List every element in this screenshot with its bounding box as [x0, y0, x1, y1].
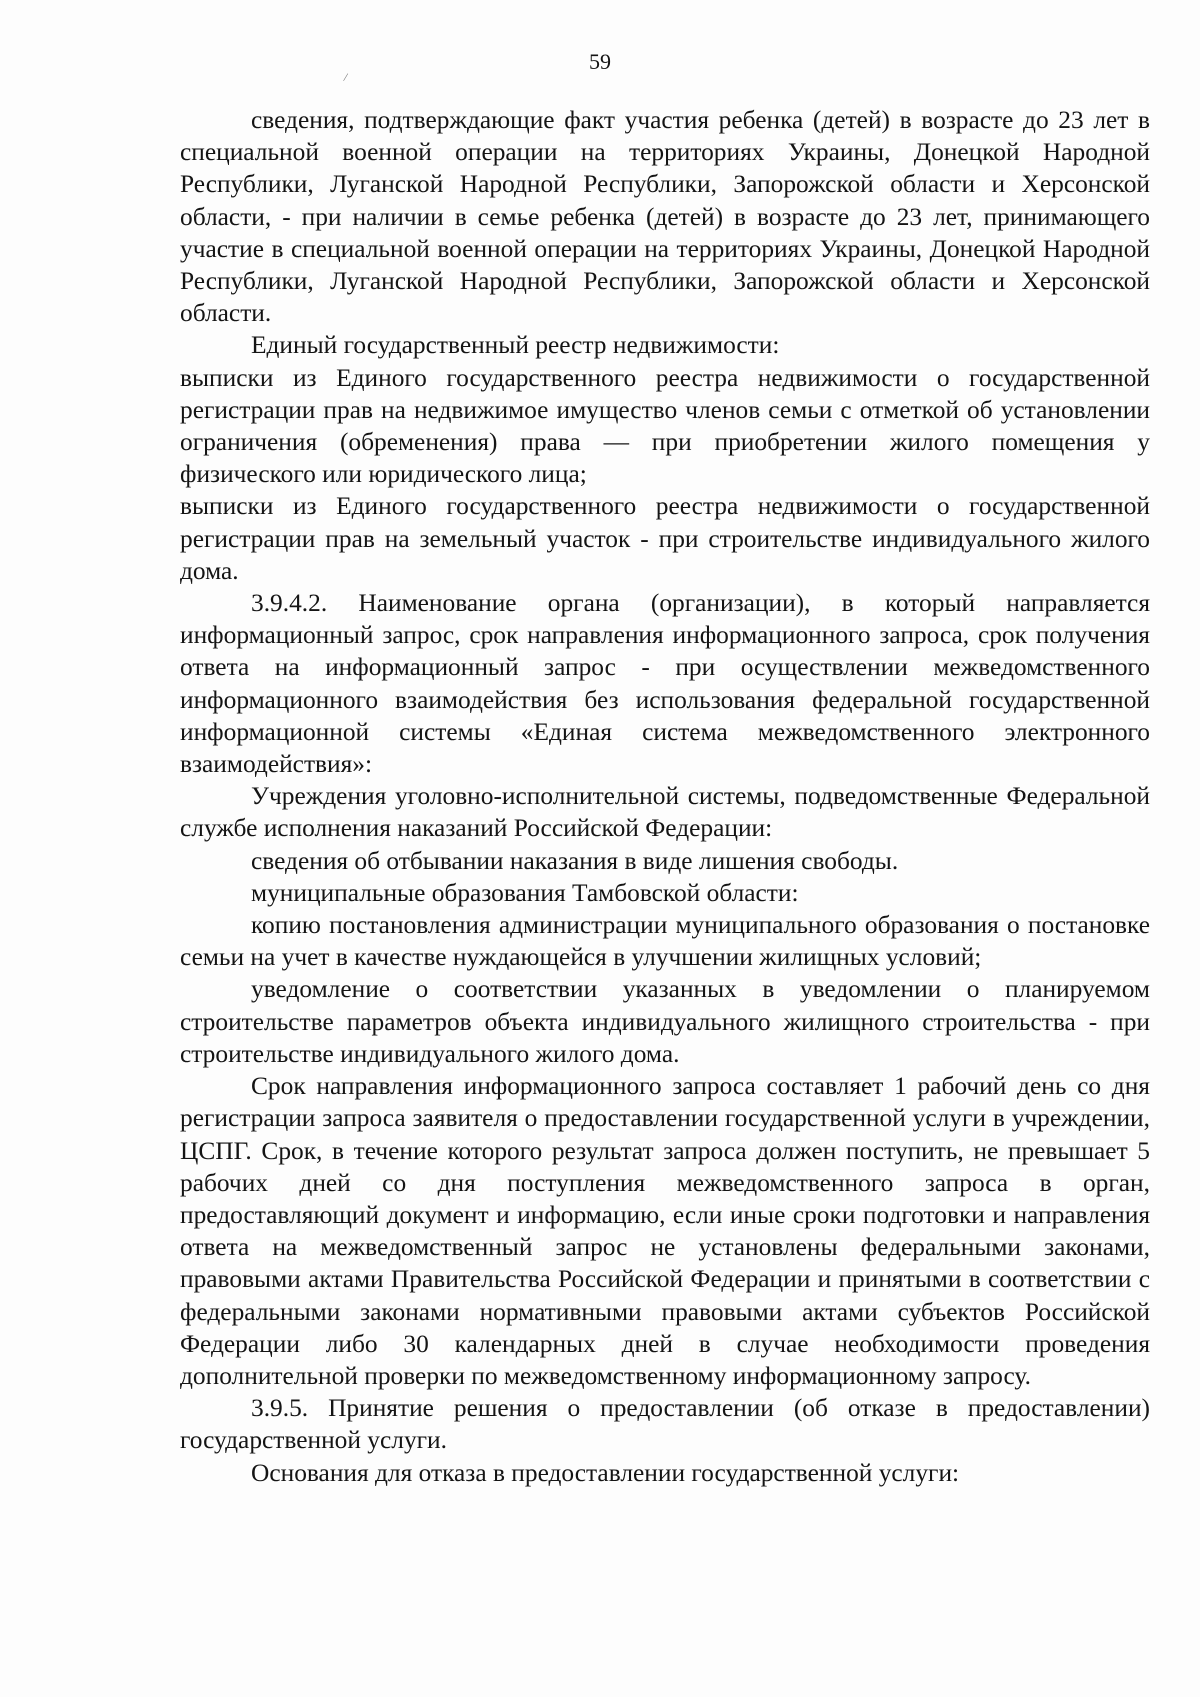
paragraph-section-3-9-4-2: 3.9.4.2. Наименование органа (организации), в который направляется информационный запрос, срок направления информационного запроса, срок получения ответа на информационный запрос - при осуществлении межведомственного информационного взаимодействия без использования федеральной государственной информационной системы «Единая система межведомственного электронного взаимодействия»: — [180, 589, 1150, 779]
document-body — [180, 104, 1150, 1489]
paragraph-imprisonment-info: сведения об отбывании наказания в виде лишения свободы. — [251, 846, 899, 875]
scan-mark: / — [342, 69, 349, 85]
paragraph-section-3-9-5: 3.9.5. Принятие решения о предоставлении (об отказе в предоставлении) государственной услуги. — [180, 1394, 1150, 1455]
paragraph-penitentiary-institutions: Учреждения уголовно-исполнительной системы, подведомственные Федеральной службе исполнения наказаний Российской Федерации: — [180, 782, 1150, 843]
paragraph-request-deadlines: Срок направления информационного запроса составляет 1 рабочий день со дня регистрации запроса заявителя о предоставлении государственной услуги в учреждении, ЦСПГ. Срок, в течение которого результат запроса должен поступить, не превышает 5 рабочих дней со дня поступления межведомственного запроса в орган, предоставляющий документ и информацию, если иные сроки подготовки и направления ответа на межведомственный запрос не установлены федеральными законами, правовыми актами Правительства Российской Федерации и принятыми в соответствии с федеральными законами нормативными правовыми актами субъектов Российской Федерации либо 30 календарных дней в случае необходимости проведения дополнительной проверки по межведомственному информационному запросу. — [180, 1072, 1150, 1390]
page-number: 59 — [589, 49, 611, 74]
paragraph-egrn-extract-land: выписки из Единого государственного реестра недвижимости о государственной регистрации прав на земельный участок - при строительстве индивидуального жилого дома. — [180, 492, 1150, 585]
paragraph-construction-notice: уведомление о соответствии указанных в уведомлении о планируемом строительстве параметров объекта индивидуального жилищного строительства - при строительстве индивидуального жилого дома. — [180, 975, 1150, 1068]
paragraph-resolution-copy: копию постановления администрации муниципального образования о постановке семьи на учет в качестве нуждающейся в улучшении жилищных условий; — [180, 911, 1150, 972]
paragraph-municipalities-heading: муниципальные образования Тамбовской области: — [251, 878, 799, 907]
paragraph-egrn-extract-property: выписки из Единого государственного реестра недвижимости о государственной регистрации прав на недвижимое имущество членов семьи с отметкой об установлении ограничения (обременения) права — при приобретении жилого помещения у физического или юридического лица; — [180, 363, 1150, 489]
paragraph-svo-info: сведения, подтверждающие факт участия ребенка (детей) в возрасте до 23 лет в специальной военной операции на территориях Украины, Донецкой Народной Республики, Луганской Народной Республики, Запорожской области и Херсонской области, - при наличии в семье ребенка (детей) в возрасте до 23 лет, принимающего участие в специальной военной операции на территориях Украины, Донецкой Народной Республики, Луганской Народной Республики, Запорожской области и Херсонской области. — [180, 106, 1150, 328]
paragraph-refusal-grounds: Основания для отказа в предоставлении государственной услуги: — [251, 1458, 960, 1487]
paragraph-egrn-heading: Единый государственный реестр недвижимости: — [251, 331, 780, 360]
